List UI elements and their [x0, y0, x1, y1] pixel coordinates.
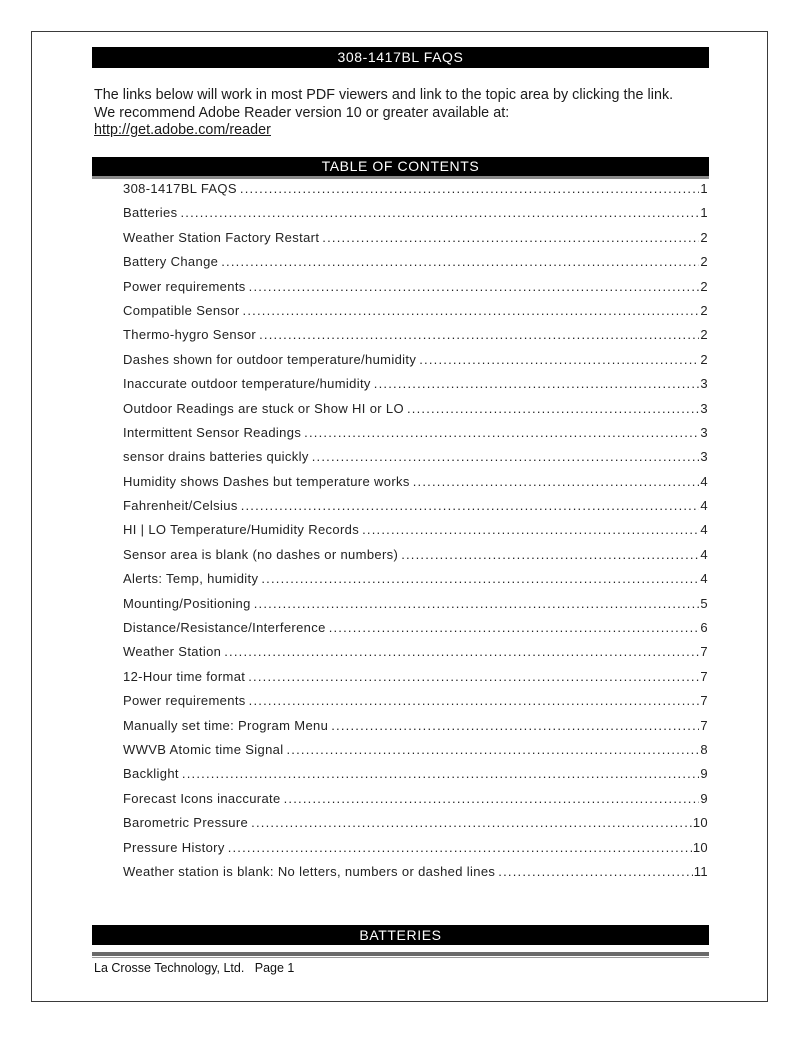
dot-leader [419, 351, 699, 369]
toc-entry-label: Power requirements [123, 278, 246, 294]
toc-entry-label: Batteries [123, 205, 178, 221]
dot-leader [251, 814, 692, 832]
dot-leader [240, 180, 700, 198]
dot-leader [286, 741, 699, 759]
toc-entry-page: 11 [693, 863, 708, 879]
dot-leader [401, 546, 699, 564]
toc-entry[interactable] [123, 790, 708, 814]
dot-leader [249, 278, 700, 296]
dot-leader [374, 375, 700, 393]
toc-entry[interactable] [123, 375, 708, 399]
toc-entry-label: Weather Station [123, 644, 222, 660]
toc-entry-label: sensor drains batteries quickly [123, 449, 309, 465]
dot-leader [254, 595, 700, 613]
toc-entry-page: 6 [700, 620, 708, 636]
toc-entry-page: 8 [700, 741, 708, 757]
toc-entry-page: 3 [700, 400, 708, 416]
toc-entry-page: 10 [692, 815, 708, 831]
toc-entry[interactable] [123, 424, 708, 448]
toc-entry-page: 5 [700, 595, 708, 611]
dot-leader [329, 619, 700, 637]
toc-entry[interactable] [123, 839, 708, 863]
toc-entry-label: Thermo-hygro Sensor [123, 327, 257, 343]
toc-entry-page: 4 [700, 571, 708, 587]
dot-leader [304, 424, 699, 442]
toc-entry-label: 308-1417BL FAQS [123, 181, 237, 196]
toc-entry-page: 2 [700, 302, 708, 318]
toc-entry-page: 3 [700, 424, 708, 440]
toc-entry-label: Distance/Resistance/Interference [123, 620, 326, 636]
toc-entry[interactable] [123, 814, 708, 838]
toc-heading: TABLE OF CONTENTS [321, 158, 480, 174]
toc-entry-label: Sensor area is blank (no dashes or numbers) [123, 546, 399, 562]
toc-entry-page: 4 [700, 522, 708, 538]
toc-entry-label: Intermittent Sensor Readings [123, 424, 302, 440]
toc-entry-page: 2 [700, 351, 708, 367]
toc-entry[interactable] [123, 595, 708, 619]
dot-leader [241, 497, 700, 515]
toc-entry[interactable] [123, 570, 708, 594]
toc-entry[interactable] [123, 863, 708, 887]
intro-paragraph [94, 87, 694, 140]
toc-entry-label: Forecast Icons inaccurate [123, 790, 281, 806]
toc-entry[interactable] [123, 400, 708, 424]
toc-entry-label: Mounting/Positioning [123, 595, 251, 611]
toc-entry[interactable] [123, 765, 708, 789]
dot-leader [259, 326, 699, 344]
toc-entry-page: 3 [700, 449, 708, 465]
toc-entry[interactable] [123, 619, 708, 643]
toc-entry[interactable] [123, 546, 708, 570]
toc-entry-label: Outdoor Readings are stuck or Show HI or LO [123, 400, 404, 416]
dot-leader [221, 253, 699, 271]
toc-entry-page: 1 [700, 205, 708, 221]
dot-leader [261, 570, 699, 588]
toc-entry[interactable] [123, 717, 708, 741]
dot-leader [182, 765, 700, 783]
table-of-contents [123, 180, 708, 887]
toc-entry[interactable] [123, 253, 708, 277]
toc-entry-page: 2 [700, 254, 708, 270]
toc-entry[interactable] [123, 351, 708, 375]
toc-entry-label: Alerts: Temp, humidity [123, 571, 259, 587]
batteries-section-bar [92, 925, 709, 945]
toc-entry[interactable] [123, 741, 708, 765]
footer-rule [92, 952, 709, 956]
toc-entry-page: 4 [700, 546, 708, 562]
toc-entry-label: Inaccurate outdoor temperature/humidity [123, 376, 371, 392]
toc-entry-label: Fahrenheit/Celsius [123, 498, 238, 514]
document-title: 308-1417BL FAQS [337, 49, 464, 65]
document-title-bar [92, 47, 709, 68]
toc-entry[interactable] [123, 668, 708, 692]
toc-entry-page: 4 [700, 498, 708, 514]
toc-entry-label: Barometric Pressure [123, 815, 249, 831]
dot-leader [362, 521, 699, 539]
dot-leader [498, 863, 693, 881]
toc-entry-label: Compatible Sensor [123, 302, 240, 318]
toc-entry-label: Backlight [123, 766, 179, 782]
toc-entry[interactable] [123, 497, 708, 521]
toc-entry[interactable] [123, 278, 708, 302]
toc-entry-label: Power requirements [123, 693, 246, 709]
dot-leader [224, 643, 699, 661]
toc-entry-page: 4 [700, 473, 708, 489]
toc-entry-page: 1 [700, 181, 708, 196]
dot-leader [284, 790, 700, 808]
toc-entry[interactable] [123, 204, 708, 228]
toc-entry[interactable] [123, 692, 708, 716]
toc-entry-page: 7 [700, 644, 708, 660]
toc-entry-page: 2 [700, 278, 708, 294]
footer-rule-thin [92, 957, 709, 958]
toc-entry-page: 10 [692, 839, 708, 855]
toc-entry-label: Pressure History [123, 839, 225, 855]
toc-entry[interactable] [123, 643, 708, 667]
toc-entry-label: 12-Hour time format [123, 668, 246, 684]
dot-leader [243, 302, 700, 320]
batteries-heading: BATTERIES [359, 927, 442, 943]
dot-leader [248, 668, 699, 686]
toc-entry-page: 9 [700, 790, 708, 806]
dot-leader [407, 400, 699, 418]
toc-entry[interactable] [123, 473, 708, 497]
toc-entry[interactable] [123, 180, 708, 204]
dot-leader [322, 229, 699, 247]
dot-leader [331, 717, 699, 735]
toc-entry-page: 2 [700, 327, 708, 343]
dot-leader [413, 473, 700, 491]
toc-entry[interactable] [123, 448, 708, 472]
intro-text: The links below will work in most PDF viewers and link to the topic area by clicking the link. We recommend Adobe Reader version 10 or greater available at: [94, 87, 674, 121]
toc-heading-bar [92, 157, 709, 176]
toc-entry-label: Humidity shows Dashes but temperature works [123, 473, 410, 489]
toc-entry-label: Battery Change [123, 254, 219, 270]
toc-entry[interactable] [123, 521, 708, 545]
toc-entry-page: 7 [700, 668, 708, 684]
toc-entry[interactable] [123, 229, 708, 253]
toc-entry-label: HI | LO Temperature/Humidity Records [123, 522, 360, 538]
toc-entry-label: WWVB Atomic time Signal [123, 741, 284, 757]
page-footer: La Crosse Technology, Ltd. Page 1 [94, 961, 295, 975]
toc-entry-label: Weather station is blank: No letters, numbers or dashed lines [123, 863, 496, 879]
toc-entry-page: 9 [700, 766, 708, 782]
toc-entry-page: 7 [700, 717, 708, 733]
dot-leader [312, 448, 700, 466]
toc-entry-label: Dashes shown for outdoor temperature/humidity [123, 351, 417, 367]
toc-divider [92, 176, 709, 179]
toc-entry[interactable] [123, 302, 708, 326]
toc-entry-page: 7 [700, 693, 708, 709]
toc-entry-label: Manually set time: Program Menu [123, 717, 329, 733]
dot-leader [228, 839, 692, 857]
toc-entry-label: Weather Station Factory Restart [123, 229, 320, 245]
dot-leader [249, 692, 700, 710]
toc-entry-page: 3 [700, 376, 708, 392]
dot-leader [180, 204, 699, 222]
toc-entry[interactable] [123, 326, 708, 350]
toc-entry-page: 2 [700, 229, 708, 245]
adobe-reader-link[interactable]: http://get.adobe.com/reader [94, 122, 271, 138]
